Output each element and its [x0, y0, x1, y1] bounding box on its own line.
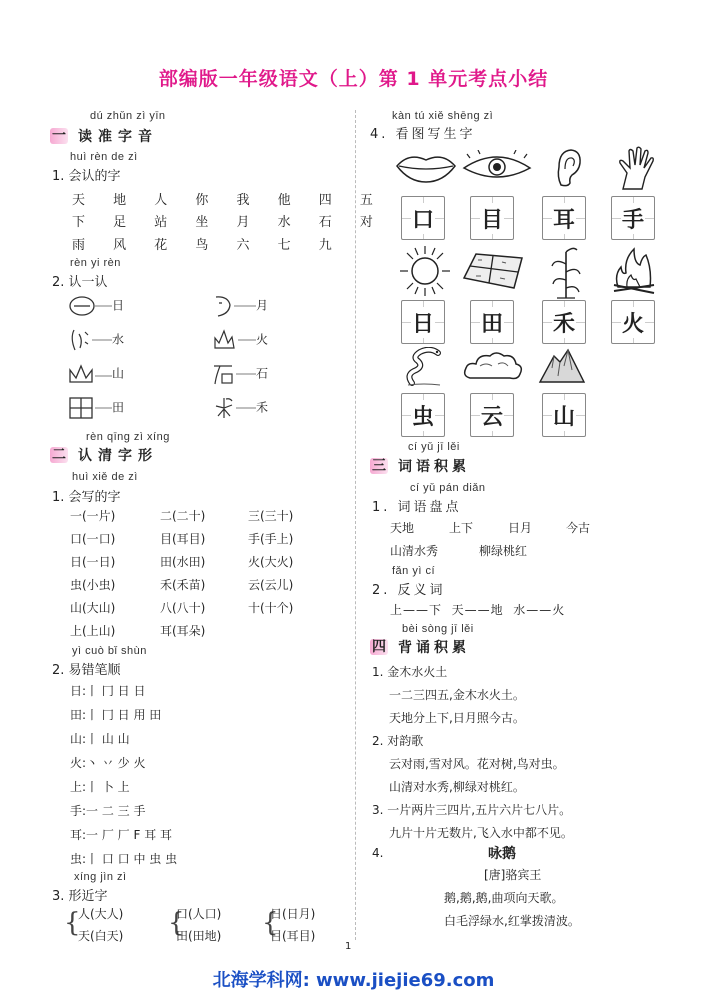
section4-title: 背诵积累	[398, 640, 470, 656]
eye-picture	[460, 150, 534, 184]
recite-line: 天地分上下,日月照今古。	[389, 711, 525, 725]
section1-title: 读准字音	[78, 129, 158, 145]
stroke-order-row: 虫:丨 口 口 中 虫 虫	[70, 852, 178, 866]
footer-watermark: 北海学科网: www.jiejie69.com	[212, 970, 495, 991]
recite-line: 九片十片无数片,飞入水中都不见。	[389, 826, 573, 840]
shui-water-glyph-icon	[68, 328, 112, 352]
match-char: 水	[112, 332, 125, 347]
section3-pinyin: cí yǔ jī lěi	[408, 441, 460, 453]
word: 柳绿桃红	[479, 544, 528, 558]
similar-char: 天(白天)	[78, 929, 124, 943]
match-item-yue	[212, 294, 268, 318]
mouth-picture	[395, 150, 457, 184]
section3-number: 三	[372, 458, 386, 474]
w1-cell: 口(一口)	[70, 532, 116, 546]
match-item-shui	[68, 328, 124, 352]
page-title: 部编版一年级语文（上）第 1 单元考点小结	[158, 68, 549, 90]
section2-heading	[50, 445, 158, 465]
word: 今古	[566, 521, 591, 535]
brace-symbol: {	[262, 908, 279, 938]
w2-label: 2. 易错笔顺	[52, 663, 121, 678]
w1-cell: 日(一日)	[70, 555, 116, 569]
w1-cell: 云(云儿)	[248, 578, 294, 592]
w1-cell: 禾(禾苗)	[160, 578, 206, 592]
fire-picture	[612, 245, 656, 297]
char-box-char: 云	[480, 400, 504, 431]
char-box-char: 日	[411, 307, 435, 338]
brace-symbol: {	[64, 908, 81, 938]
char-box	[470, 196, 514, 240]
w1-cell: 三(三十)	[248, 509, 294, 523]
q1-pinyin: huì rèn de zì	[70, 151, 138, 163]
word: 上下	[449, 521, 474, 535]
tian-field-glyph-icon	[68, 396, 112, 420]
q2-label: 2. 认一认	[52, 275, 108, 290]
section2-title: 认清字形	[78, 448, 158, 464]
match-char: 石	[256, 366, 269, 381]
stroke-order-row: 山:丨 山 山	[70, 732, 130, 746]
w1-cell: 上(上山)	[70, 624, 116, 638]
field-picture	[462, 250, 524, 292]
char-box-char: 耳	[552, 203, 576, 234]
section2-pinyin: rèn qīng zì xíng	[86, 431, 170, 443]
w1-cell: 虫(小虫)	[70, 578, 116, 592]
cloud-picture	[462, 350, 524, 384]
w1-cell: 火(大火)	[248, 555, 294, 569]
match-char: 田	[112, 400, 125, 415]
hand-picture	[617, 145, 657, 191]
char-box-char: 口	[411, 203, 435, 234]
q1-row: 雨 风 花 鸟 六 七 九	[72, 238, 344, 253]
section3-heading	[370, 456, 470, 476]
w1-cell: 二(二十)	[160, 509, 206, 523]
w1-cell: 田(水田)	[160, 555, 206, 569]
char-box	[542, 196, 586, 240]
w1-cell: 手(手上)	[248, 532, 294, 546]
section1-heading	[50, 126, 158, 146]
section3-title: 词语积累	[398, 459, 470, 475]
recite-title: 2. 对韵歌	[372, 734, 424, 748]
char-box-char: 虫	[411, 400, 435, 431]
q2-pinyin: rèn yi rèn	[70, 257, 121, 269]
q4-label: 4. 看图写生字	[370, 127, 476, 142]
poem-title: 咏鹅	[488, 846, 516, 862]
match-item-shan	[68, 362, 124, 386]
char-box	[470, 393, 514, 437]
char-box-char: 山	[552, 400, 576, 431]
w1-cell: 山(大山)	[70, 601, 116, 615]
w1-cell: 一(一片)	[70, 509, 116, 523]
similar-char: 口(人口)	[176, 907, 222, 921]
section4-heading	[370, 637, 470, 657]
stroke-order-row: 田:丨 冂 日 用 田	[70, 708, 162, 722]
match-char: 月	[256, 298, 269, 313]
poem-line: 鹅,鹅,鹅,曲项向天歌。	[444, 891, 564, 905]
char-box	[542, 393, 586, 437]
w1-cell: 目(耳目)	[160, 532, 206, 546]
stroke-order-row: 日:丨 冂 日 日	[70, 684, 146, 698]
char-box	[401, 300, 445, 344]
recite-line: 山清对水秀,柳绿对桃红。	[389, 780, 525, 794]
page-number: 1	[345, 941, 352, 952]
w2-pinyin: yì cuò bǐ shùn	[72, 645, 147, 657]
stroke-order-row: 耳:一 厂 厂 F 耳 耳	[70, 828, 173, 842]
grain-picture	[549, 244, 583, 300]
q4-pinyin: kàn tú xiě shēng zì	[392, 110, 494, 122]
recite-number: 4.	[372, 846, 384, 860]
char-box	[470, 300, 514, 344]
match-char: 日	[112, 298, 125, 313]
w1-label: 1. 会写的字	[52, 490, 121, 505]
match-item-he	[212, 396, 268, 420]
match-item-huo	[212, 328, 268, 352]
section1-pinyin: dú zhǔn zì yīn	[90, 110, 166, 122]
section4-pinyin: bèi sòng jī lěi	[402, 623, 474, 635]
recite-line: 3. 一片两片三四片,五片六片七八片。	[372, 803, 572, 817]
he-grain-glyph-icon	[212, 396, 256, 420]
w1-cell: 十(十个)	[248, 601, 294, 615]
char-box-char: 火	[621, 307, 645, 338]
match-item-ri	[68, 294, 124, 318]
stroke-order-row: 上:丨 卜 上	[70, 780, 130, 794]
recite-line: 云对雨,雪对风。花对树,鸟对虫。	[389, 757, 565, 771]
q1-row: 天 地 人 你 我 他 四 五	[72, 193, 385, 208]
q1-row: 下 足 站 坐 月 水 石 对	[72, 215, 385, 230]
stroke-order-row: 手:一 二 三 手	[70, 804, 146, 818]
char-box-char: 手	[621, 203, 645, 234]
match-char: 山	[112, 366, 125, 381]
section4-number: 四	[372, 639, 386, 655]
char-box	[611, 196, 655, 240]
recite-line: 一二三四五,金木水火土。	[389, 688, 525, 702]
c2-pinyin: fǎn yì cí	[392, 565, 436, 577]
word: 山清水秀	[390, 544, 439, 558]
match-item-shi	[212, 362, 268, 386]
sun-picture	[397, 245, 453, 297]
char-box	[611, 300, 655, 344]
section2-number: 二	[52, 447, 66, 463]
q1-label: 1. 会认的字	[52, 169, 121, 184]
char-box-char: 田	[480, 307, 504, 338]
char-box	[401, 196, 445, 240]
ri-sun-glyph-icon	[68, 294, 112, 318]
char-box-char: 目	[480, 203, 504, 234]
match-item-tian	[68, 396, 124, 420]
w3-pinyin: xíng jìn zì	[74, 871, 127, 883]
similar-char: 目(耳目)	[270, 929, 316, 943]
brace-symbol: {	[168, 908, 185, 938]
similar-char: 田(田地)	[176, 929, 222, 943]
poem-author: [唐]骆宾王	[484, 868, 542, 882]
c2-label: 2. 反义词	[372, 583, 446, 598]
stroke-order-row: 火:丶 丷 少 火	[70, 756, 146, 770]
section1-number: 一	[52, 128, 66, 144]
yue-moon-glyph-icon	[212, 294, 256, 318]
w1-pinyin: huì xiě de zì	[72, 471, 138, 483]
similar-char: 日(日月)	[270, 907, 316, 921]
worm-picture	[404, 347, 446, 387]
char-box-char: 禾	[552, 307, 576, 338]
antonym-line: 上——下 天——地 水——火	[390, 603, 566, 617]
w1-cell: 耳(耳朵)	[160, 624, 206, 638]
huo-fire-glyph-icon	[212, 328, 256, 352]
recite-title: 1. 金木水火土	[372, 665, 448, 679]
column-divider	[355, 110, 356, 940]
mountain-picture	[538, 348, 586, 386]
c1-pinyin: cí yǔ pán diǎn	[410, 482, 486, 494]
char-box	[542, 300, 586, 344]
match-char: 禾	[256, 400, 269, 415]
w1-cell: 八(八十)	[160, 601, 206, 615]
w3-label: 3. 形近字	[52, 889, 108, 904]
ear-picture	[553, 147, 583, 189]
similar-char: 人(大人)	[78, 907, 124, 921]
word: 日月	[508, 521, 533, 535]
char-box	[401, 393, 445, 437]
poem-line: 白毛浮绿水,红掌拨清波。	[444, 914, 580, 928]
shi-stone-glyph-icon	[212, 362, 256, 386]
c1-label: 1. 词语盘点	[372, 500, 462, 515]
shan-mountain-glyph-icon	[68, 362, 112, 386]
word: 天地	[390, 521, 415, 535]
match-char: 火	[256, 332, 269, 347]
